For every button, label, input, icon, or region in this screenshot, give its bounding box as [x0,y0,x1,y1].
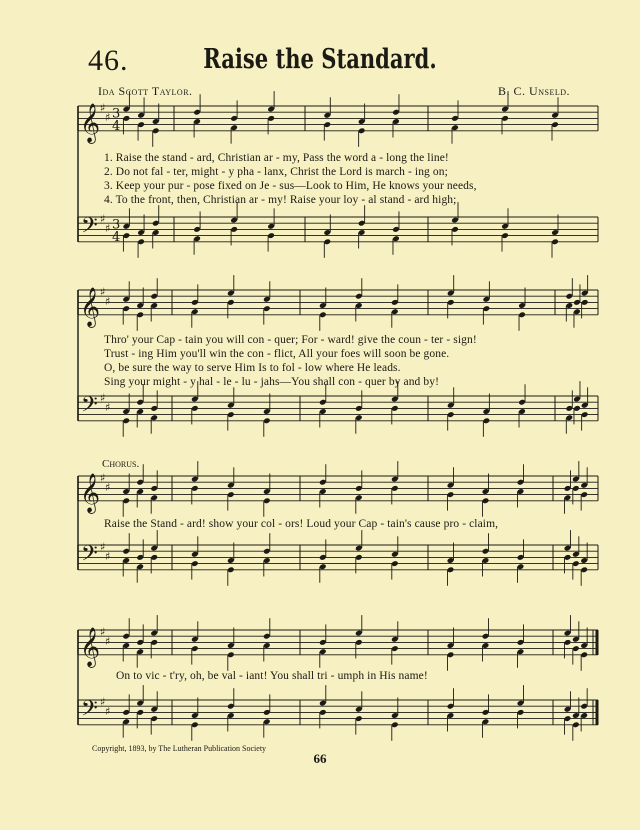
verse-4-line-2: Sing your might - y hal - le - lu - jahs—You shall con - quer by and by! [104,376,440,388]
sharp-icon: ♯ [100,540,106,554]
time-sig-denominator: 4 [112,229,121,245]
sharp-icon: ♯ [100,101,106,115]
sharp-icon: ♯ [105,294,111,308]
bass-clef-icon: 𝄢 [81,541,98,572]
author-credit: Ida Scott Taylor. [98,84,193,98]
hymn-title: Raise the Standard. [203,44,437,75]
sharp-icon: ♯ [105,110,111,124]
sharp-icon: ♯ [105,400,111,414]
verse-2-line-2: Trust - ing Him you'll win the con - flict, All your foes will soon be gone. [104,348,450,360]
sharp-icon: ♯ [100,391,106,405]
chorus-line-2: On to vic - t'ry, oh, be val - iant! You shall tri - umph in His name! [116,670,428,682]
sharp-icon: ♯ [105,634,111,648]
final-barline-thick [596,630,599,655]
verse-3-line-1: 3. Keep your pur - pose fixed on Je - sus—Look to Him, He knows your needs, [104,180,477,192]
treble-clef-icon: 𝄞 [80,102,101,143]
bass-clef-icon: 𝄢 [81,392,98,423]
time-sig-numerator: 3 [112,217,121,233]
time-sig-denominator: 4 [112,118,121,134]
sharp-icon: ♯ [105,221,111,235]
verse-2-line-1: 2. Do not fal - ter, might - y pha - lanx, Christ the Lord is march - ing on; [104,166,448,178]
treble-clef-icon: 𝄞 [80,472,101,513]
treble-clef-icon: 𝄞 [80,626,101,667]
hymn-number: 46. [88,44,129,77]
bass-clef-icon: 𝄢 [81,696,98,727]
verse-1-line-1: 1. Raise the stand - ard, Christian ar - my, Pass the word a - long the line! [104,152,449,164]
sharp-icon: ♯ [105,480,111,494]
sharp-icon: ♯ [100,625,106,639]
sharp-icon: ♯ [100,212,106,226]
composer-credit: B. C. Unseld. [498,84,570,98]
sharp-icon: ♯ [100,285,106,299]
bass-clef-icon: 𝄢 [81,213,98,244]
chorus-label: Chorus. [102,458,140,470]
time-sig-numerator: 3 [112,106,121,122]
verse-4-line-1: 4. To the front, then, Christian ar - my! Raise your loy - al stand - ard high; [104,194,457,206]
treble-clef-icon: 𝄞 [80,286,101,327]
copyright-notice: Copyright, 1893, by The Lutheran Publication Society [92,744,267,753]
sharp-icon: ♯ [105,549,111,563]
page-number: 66 [313,751,327,766]
verse-1-line-2: Thro' your Cap - tain you will con - quer; For - ward! give the coun - ter - sign! [104,334,477,346]
verse-3-line-2: O, be sure the way to serve Him Is to fol - low where He leads. [104,362,401,374]
sharp-icon: ♯ [100,471,106,485]
final-barline-thick [596,700,599,725]
chorus-line-1: Raise the Stand - ard! show your col - ors! Loud your Cap - tain's cause pro - claim, [104,518,499,530]
sharp-icon: ♯ [100,695,106,709]
sharp-icon: ♯ [105,704,111,718]
